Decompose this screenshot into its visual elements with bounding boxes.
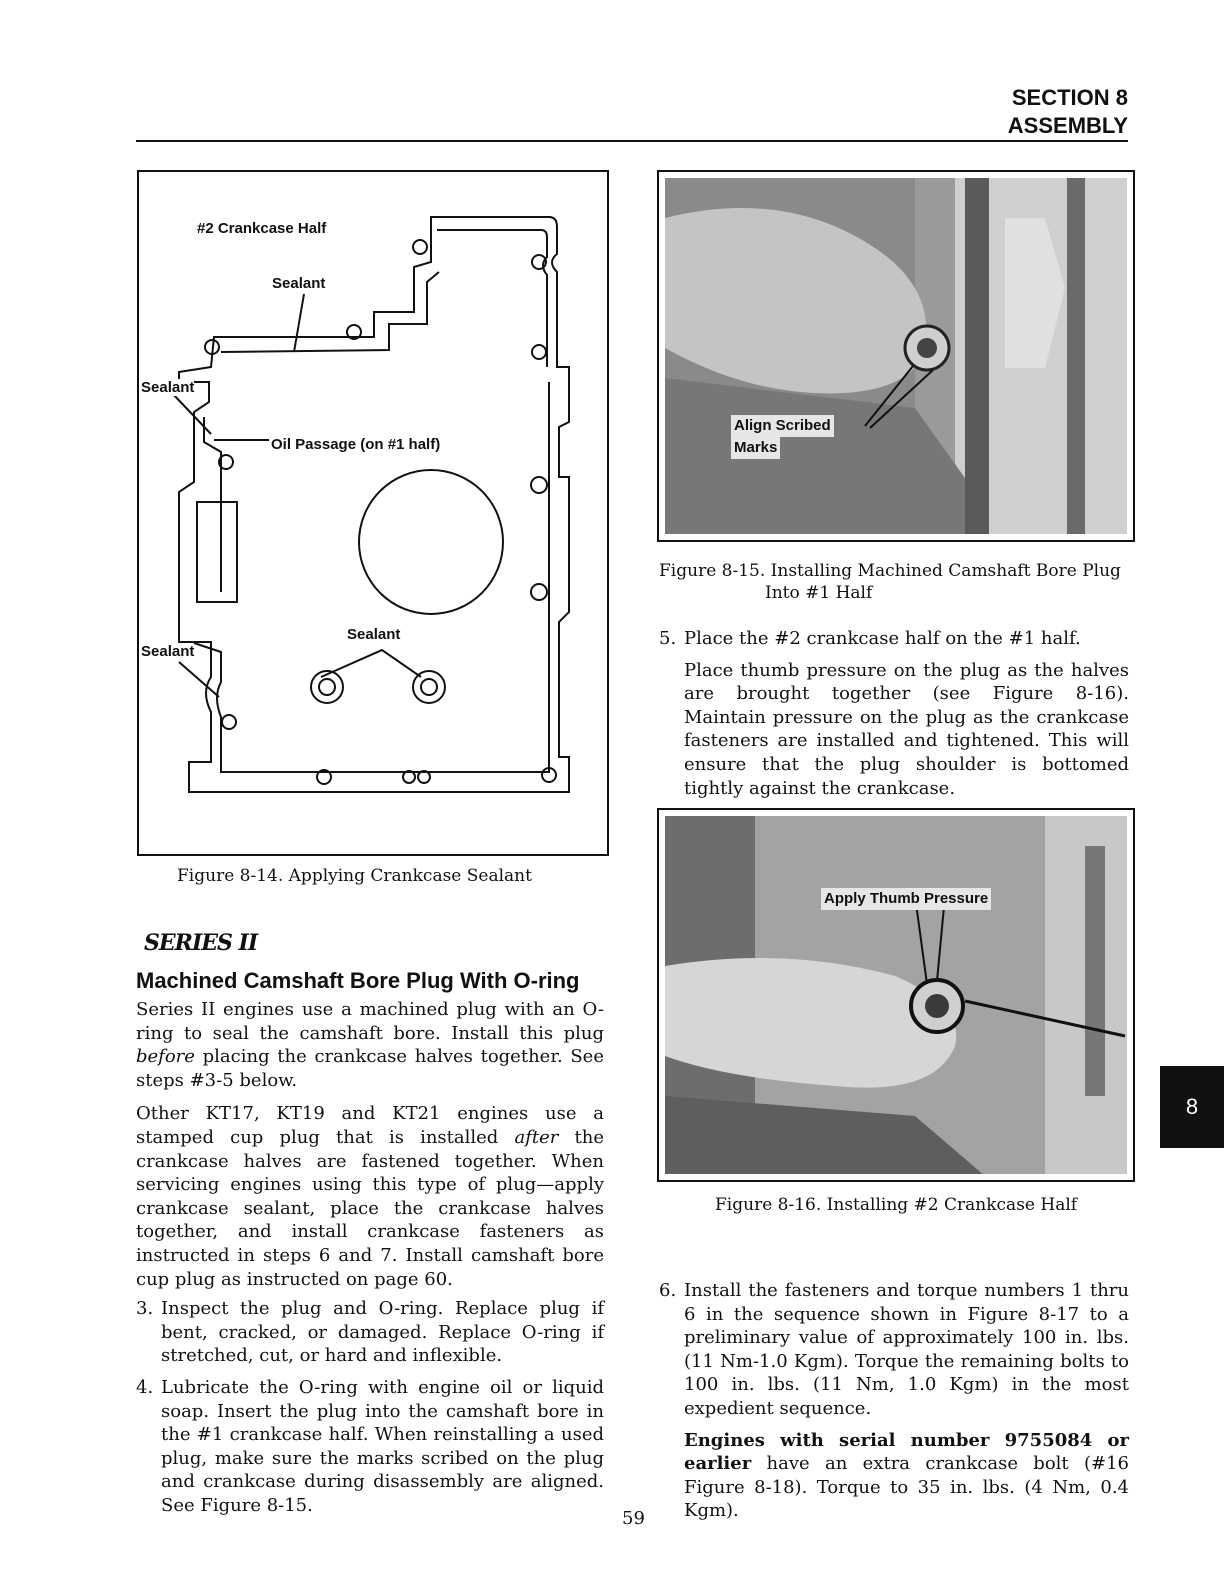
label-sealant-left-lower: Sealant [141,643,195,660]
label-apply-thumb-pressure: Apply Thumb Pressure [821,888,991,910]
photo-camshaft-plug [665,178,1127,534]
left-column-text [136,998,604,1301]
section-number: SECTION 8 [1011,85,1128,110]
section-title: ASSEMBLY [1007,113,1128,138]
label-crankcase-half: #2 Crankcase Half [197,220,327,237]
section-tab: 8 [1160,1066,1224,1148]
figure-8-16-caption: Figure 8-16. Installing #2 Crankcase Half [715,1195,1078,1215]
label-oil-passage: Oil Passage (on #1 half) [271,436,441,453]
photo-crankcase-half [665,816,1127,1174]
step-5-detail: Place thumb pressure on the plug as the halves are brought together (see Figure 8-16). Maintain pressure on the plug as the crankcase fasteners are installed and tightened. This will ensure that the plug shoulder is bottomed tightly against the crankcase. [684,659,1129,799]
header-rule [136,140,1128,142]
figure-8-16-photo [657,808,1135,1182]
label-sealant-top: Sealant [272,275,326,292]
step-3-number: 3. [136,1298,154,1319]
step-3 [136,1297,604,1376]
figure-8-15-photo [657,170,1135,542]
figure-8-15-caption-line1: Figure 8-15. Installing Machined Camshaft Bore Plug [659,561,1121,581]
figure-8-15-caption-line2: Into #1 Half [765,583,873,603]
step-5-number: 5. [659,628,677,649]
step-6 [659,1279,1129,1531]
photo-illustration [665,178,1127,534]
step-3-text: Inspect the plug and O-ring. Replace plug if bent, cracked, or damaged. Replace O-ring if stretched, cut, or hard and inflexible. [161,1298,604,1367]
label-sealant-left-upper: Sealant [141,379,195,396]
step-6-number: 6. [659,1280,677,1301]
figure-8-14-caption: Figure 8-14. Applying Crankcase Sealant [177,866,532,886]
label-marks: Marks [731,437,780,459]
figure-8-14-diagram [137,170,609,856]
series-ii-logo: SERIES II [144,930,258,956]
step-6-text: Install the fasteners and torque numbers 1 thru 6 in the sequence shown in Figure 8-17 to a preliminary value of approximately 100 in. lbs. (11 Nm-1.0 Kgm). Torque the remaining bolts to 100 in. lbs. (11 Nm, 1.0 Kgm) in the most expedient sequence. [684,1280,1129,1419]
section-header [1008,84,1128,140]
label-sealant-center: Sealant [347,626,401,643]
step-4-number: 4. [136,1377,154,1398]
step-4 [136,1376,604,1526]
paragraph-series-ii: Series II engines use a machined plug with an O-ring to seal the camshaft bore. Install this plug before placing the crankcase halves together. See steps #3-5 below. [136,999,604,1091]
step-5 [659,627,1129,808]
step-4-text: Lubricate the O-ring with engine oil or liquid soap. Insert the plug into the camshaft bore in the #1 crankcase half. When reinstalling a used plug, make sure the marks scribed on the plug and crankcase during disassembly are aligned. See Figure 8-15. [161,1377,604,1516]
paragraph-other-engines: Other KT17, KT19 and KT21 engines use a stamped cup plug that is installed after the crankcase halves are fastened together. When servicing engines using this type of plug—apply crankcase sealant, place the crankcase halves together, and install crankcase fasteners as instructed in steps 6 and 7. Install camshaft bore cup plug as instructed on page 60. [136,1103,605,1290]
crankcase-drawing [139,172,607,854]
label-align-scribed: Align Scribed [731,415,834,437]
step-6-note: Engines with serial number 9755084 or earlier have an extra crankcase bolt (#16 Figure 8-18). Torque to 35 in. lbs. (4 Nm, 0.4 Kgm). [684,1429,1129,1522]
photo-illustration [665,816,1127,1174]
subheading: Machined Camshaft Bore Plug With O-ring [136,968,580,993]
page-number: 59 [622,1508,645,1529]
step-5-text: Place the #2 crankcase half on the #1 half. [684,628,1081,649]
